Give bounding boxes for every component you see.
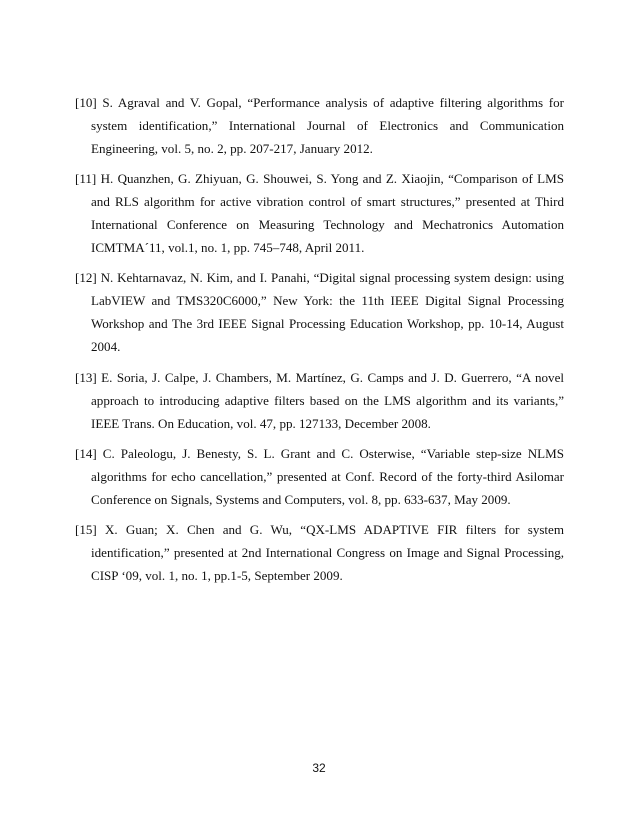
reference-14: [14] C. Paleologu, J. Benesty, S. L. Grant and C. Osterwise, “Variable step-size NLMS algorithms for echo cancellation,” presented at Conf. Record of the forty-third Asilomar Conference on Signals, Systems and Computers, vol. 8, pp. 633-637, May 2009.	[75, 445, 564, 507]
reference-10: [10] S. Agraval and V. Gopal, “Performance analysis of adaptive filtering algorithms for system identification,” International Journal of Electronics and Communication Engineering, vol. 5, no. 2, pp. 207-217, January 2012.	[75, 95, 564, 156]
reference-11: [11] H. Quanzhen, G. Zhiyuan, G. Shouwei, S. Yong and Z. Xiaojin, “Comparison of LMS and RLS algorithm for active vibration control of smart structures,” presented at Third International Conference on Measuring Technology and Mechatronics Automation ICMTMA´11, vol.1, no. 1, pp. 745–748, April 2011.	[75, 171, 564, 256]
page-number: 32	[312, 761, 326, 775]
reference-12: [12] N. Kehtarnavaz, N. Kim, and I. Panahi, “Digital signal processing system design: using LabVIEW and TMS320C6000,” New York: the 11th IEEE Digital Signal Processing Workshop and The 3rd IEEE Signal Processing Education Workshop, pp. 10-14, August 2004.	[75, 270, 564, 355]
reference-list	[75, 91, 564, 594]
reference-15: [15] X. Guan; X. Chen and G. Wu, “QX-LMS ADAPTIVE FIR filters for system identification,” presented at 2nd International Congress on Image and Signal Processing, CISP ‘09, vol. 1, no. 1, pp.1-5, September 2009.	[75, 521, 564, 583]
reference-13: [13] E. Soria, J. Calpe, J. Chambers, M. Martínez, G. Camps and J. D. Guerrero, “A novel approach to introducing adaptive filters based on the LMS algorithm and its variants,” IEEE Trans. On Education, vol. 47, pp. 127133, December 2008.	[75, 369, 564, 431]
